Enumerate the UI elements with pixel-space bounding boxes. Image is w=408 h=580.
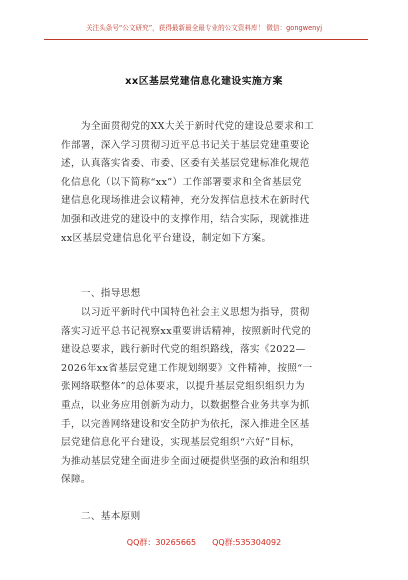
document-title: xx区基层党建信息化建设实施方案: [125, 76, 283, 87]
paragraph-line: 建设总要求，践行新时代党的组织路线，落实《2022—: [61, 344, 306, 356]
paragraph-line: 层党建信息化平台建设，实现基层党组织“六好”目标，: [61, 437, 301, 449]
intro-paragraph: [61, 118, 355, 248]
paragraph-line: 化信息化（以下简称“xx”）工作部署要求和全省基层党: [61, 176, 302, 188]
paragraph-line: 重点，以业务应用创新为动力，以数据整合业务共享为抓: [61, 399, 310, 411]
paragraph-line: 手，以完善网络建设和安全防护为依托，深入推进全区基: [61, 418, 310, 430]
section-heading-guiding-thought: 一、指导思想: [61, 288, 141, 299]
section-heading: [61, 508, 355, 527]
paragraph-line: 作部署，深入学习贯彻习近平总书记关于基层党建重要论: [61, 139, 310, 151]
paragraph-line: xx区基层党建信息化平台建设，制定如下方案。: [61, 232, 272, 244]
paragraph-line: 加强和改进党的建设中的支撑作用，结合实际，现就推进: [61, 213, 310, 225]
paragraph-line: 述，认真落实省委、市委、区委有关基层党建标准化规范: [61, 158, 310, 170]
header-divider: [44, 39, 368, 40]
paragraph-line: 以习近平新时代中国特色社会主义思想为指导，贯彻: [61, 307, 310, 318]
qq-group-footer: QQ群：30265665 QQ群:535304092: [126, 538, 282, 547]
section-heading: [61, 285, 355, 304]
paragraph-line: 保障。: [61, 474, 91, 486]
promo-header: 关注头条号“公文研究”，获得最新最全最专业的公文资料库！ 微信：gongwenyj: [85, 24, 323, 32]
paragraph-line: 2026年xx省基层党建工作规划纲要》文件精神，按照“一: [61, 362, 313, 374]
section-heading-basic-principles: 二、基本原则: [61, 511, 141, 522]
paragraph-line: 为推动基层党建全面进步全面过硬提供坚强的政治和组织: [61, 455, 310, 467]
paragraph-line: 落实习近平总书记视察xx重要讲话精神，按照新时代党的: [61, 325, 312, 337]
paragraph-line: 为全面贯彻党的XX大关于新时代党的建设总要求和工: [61, 121, 315, 132]
guiding-thought-paragraph: [61, 304, 355, 490]
paragraph-line: 建信息化现场推进会议精神，充分发挥信息技术在新时代: [61, 195, 310, 207]
paragraph-line: 张网络联整体”的总体要求，以提升基层党组织组织力为: [61, 381, 305, 393]
